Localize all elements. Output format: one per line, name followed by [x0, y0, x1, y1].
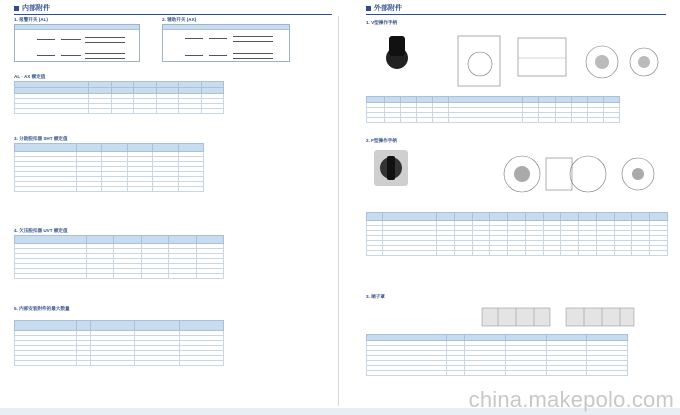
circuit-wire	[37, 55, 55, 56]
site-watermark: china.makepolo.com	[468, 387, 674, 412]
f-handle-photo	[372, 148, 410, 188]
square-bullet-icon	[14, 6, 19, 11]
diagram-header	[163, 25, 289, 30]
section-v-handle-title: 1. V型操作手柄	[366, 20, 398, 25]
right-header-rule	[366, 14, 666, 15]
undervoltage-table	[14, 235, 224, 279]
page-gutter	[338, 16, 339, 406]
f-handle-table	[366, 212, 668, 256]
circuit-wire	[233, 41, 273, 42]
circuit-wire	[233, 53, 273, 54]
left-section-header	[14, 3, 50, 13]
square-bullet-icon	[366, 6, 371, 11]
v-handle-photo	[370, 32, 424, 70]
v-handle-dimension-drawings	[450, 26, 670, 94]
circuit-wire	[85, 42, 125, 43]
ratings-table	[14, 81, 224, 114]
circuit-wire	[233, 58, 273, 59]
terminal-cover-drawing-2	[560, 302, 640, 332]
right-section-header	[366, 3, 402, 13]
section-shunt-trip-title: 3. 分励脱扣器 SHT 额定值	[14, 136, 68, 141]
circuit-wire	[85, 53, 125, 54]
circuit-wire	[185, 38, 203, 39]
left-header-rule	[14, 14, 332, 15]
section-undervoltage-title: 4. 欠压脱扣器 UVT 额定值	[14, 228, 68, 233]
section-aux-switch-title: 2. 辅助开关 (AX)	[162, 17, 197, 22]
max-accessories-table	[14, 320, 224, 366]
circuit-wire	[85, 37, 125, 38]
terminal-cover-table	[366, 334, 628, 376]
aux-switch-diagram	[162, 24, 290, 62]
circuit-wire	[185, 55, 203, 56]
terminal-cover-drawing-1	[476, 302, 556, 332]
circuit-wire	[61, 55, 81, 56]
section-f-handle-title: 2. F型操作手柄	[366, 138, 397, 143]
circuit-wire	[61, 39, 81, 40]
diagram-header	[15, 25, 139, 30]
left-header-text: 内部附件	[22, 5, 50, 12]
section-ratings-title: AL · AX 额定值	[14, 74, 46, 79]
section-alarm-switch-title: 1. 报警开关 (AL)	[14, 17, 48, 22]
section-max-accessories-title: 5. 内部安装附件的最大数量	[14, 306, 70, 311]
circuit-wire	[209, 38, 227, 39]
circuit-wire	[85, 58, 125, 59]
page-header	[0, 0, 680, 14]
alarm-switch-diagram	[14, 24, 140, 62]
section-terminal-cover-title: 3. 端子罩	[366, 294, 385, 299]
v-handle-table	[366, 96, 620, 123]
circuit-wire	[209, 55, 227, 56]
shunt-trip-table	[14, 143, 204, 192]
circuit-wire	[37, 39, 55, 40]
circuit-wire	[233, 36, 273, 37]
right-header-text: 外部附件	[374, 5, 402, 12]
f-handle-dimension-drawings	[500, 144, 670, 200]
